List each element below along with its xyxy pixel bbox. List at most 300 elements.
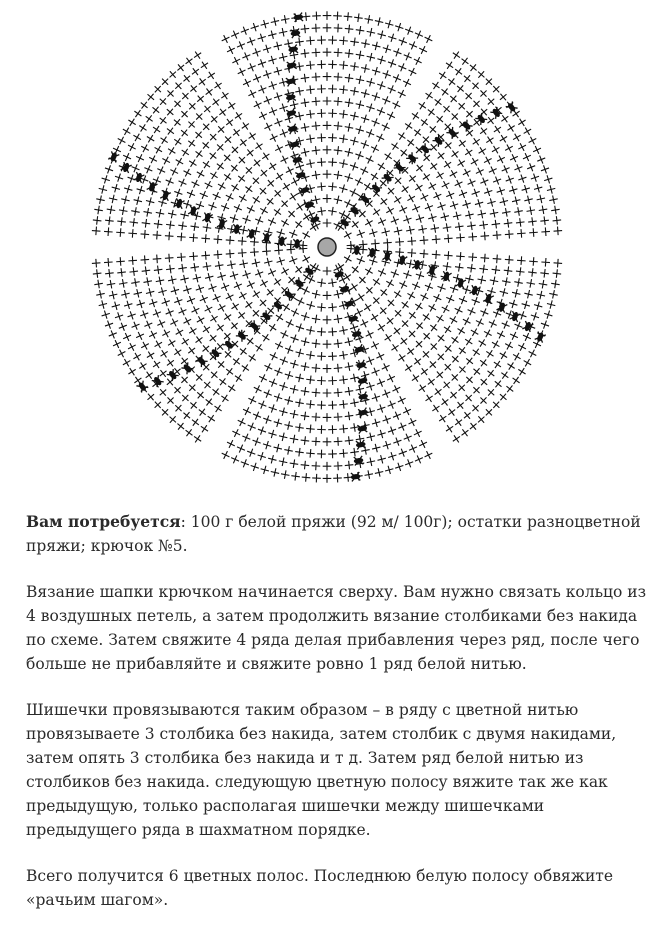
single-crochet-mark: [194, 52, 201, 59]
single-crochet-mark: [500, 94, 507, 101]
single-crochet-mark: [312, 437, 321, 446]
single-crochet-mark: [162, 409, 168, 415]
single-crochet-mark: [412, 204, 420, 212]
single-crochet-mark: [177, 253, 186, 262]
single-crochet-mark: [160, 389, 166, 395]
single-crochet-mark: [473, 387, 479, 393]
single-crochet-mark: [166, 178, 174, 186]
single-crochet-mark: [290, 435, 298, 443]
single-crochet-mark: [502, 165, 510, 173]
single-crochet-mark: [394, 196, 401, 203]
single-crochet-mark: [467, 264, 476, 273]
single-crochet-mark: [255, 344, 262, 351]
single-crochet-mark: [302, 255, 309, 262]
single-crochet-mark: [378, 218, 386, 226]
single-crochet-mark: [430, 361, 436, 367]
single-crochet-mark: [295, 399, 303, 407]
single-crochet-mark: [171, 286, 179, 294]
single-crochet-mark: [453, 435, 460, 442]
single-crochet-mark: [306, 110, 315, 119]
single-crochet-mark: [339, 276, 347, 284]
single-crochet-mark: [226, 293, 234, 301]
single-crochet-mark: [128, 368, 135, 375]
single-crochet-mark: [224, 333, 230, 339]
single-crochet-mark: [262, 247, 271, 256]
single-crochet-mark: [248, 396, 256, 404]
single-crochet-mark: [218, 182, 225, 189]
single-crochet-mark: [197, 392, 204, 399]
single-crochet-mark: [463, 169, 471, 177]
single-crochet-mark: [444, 251, 453, 260]
single-crochet-mark: [529, 350, 537, 358]
single-crochet-mark: [509, 300, 517, 308]
single-crochet-mark: [443, 223, 451, 231]
single-crochet-mark: [405, 364, 412, 371]
single-crochet-mark: [231, 31, 239, 39]
single-crochet-mark: [296, 162, 304, 170]
single-crochet-mark: [246, 167, 252, 173]
single-crochet-mark: [437, 116, 443, 122]
single-crochet-mark: [395, 463, 403, 471]
single-crochet-mark: [378, 163, 385, 170]
single-crochet-mark: [177, 423, 184, 430]
single-crochet-mark: [317, 450, 326, 459]
single-crochet-mark: [517, 229, 526, 238]
single-crochet-mark: [479, 147, 486, 154]
single-crochet-mark: [284, 421, 292, 429]
center-ring: [318, 238, 336, 256]
single-crochet-mark: [351, 284, 358, 291]
single-crochet-mark: [409, 445, 417, 453]
single-crochet-mark: [350, 62, 359, 71]
single-crochet-mark: [372, 42, 380, 50]
single-crochet-mark: [307, 301, 315, 309]
single-crochet-mark: [263, 416, 271, 424]
single-crochet-mark: [128, 119, 135, 126]
single-crochet-mark: [459, 347, 466, 354]
single-crochet-mark: [147, 352, 154, 359]
single-crochet-mark: [136, 154, 144, 162]
single-crochet-mark: [195, 132, 201, 138]
single-crochet-mark: [221, 203, 229, 211]
single-crochet-mark: [227, 440, 235, 448]
single-crochet-mark: [255, 269, 263, 277]
single-crochet-mark: [288, 277, 294, 283]
single-crochet-mark: [531, 174, 539, 182]
single-crochet-mark: [328, 303, 337, 312]
single-crochet-mark: [141, 230, 150, 239]
single-crochet-mark: [196, 113, 202, 119]
bobble-stitch-mark: [287, 25, 304, 42]
single-crochet-mark: [301, 362, 309, 370]
single-crochet-mark: [227, 46, 235, 54]
single-crochet-mark: [226, 193, 234, 201]
single-crochet-mark: [160, 370, 167, 377]
single-crochet-mark: [217, 272, 225, 280]
single-crochet-mark: [345, 123, 353, 131]
single-crochet-mark: [372, 444, 380, 452]
single-crochet-mark: [317, 279, 326, 288]
single-crochet-mark: [200, 191, 208, 199]
single-crochet-mark: [539, 280, 547, 288]
single-crochet-mark: [529, 228, 538, 237]
single-crochet-mark: [280, 357, 288, 365]
single-crochet-mark: [540, 216, 549, 225]
single-crochet-mark: [470, 423, 477, 430]
single-crochet-mark: [450, 170, 457, 177]
single-crochet-mark: [201, 251, 210, 260]
single-crochet-mark: [255, 217, 263, 225]
single-crochet-mark: [450, 96, 457, 103]
single-crochet-mark: [492, 266, 501, 275]
single-crochet-mark: [221, 395, 228, 402]
single-crochet-mark: [441, 213, 449, 221]
single-crochet-mark: [523, 333, 531, 341]
single-crochet-mark: [365, 15, 373, 23]
single-crochet-mark: [312, 290, 320, 298]
single-crochet-mark: [412, 282, 420, 290]
single-crochet-mark: [148, 394, 155, 401]
single-crochet-mark: [208, 415, 215, 422]
single-crochet-mark: [222, 451, 230, 459]
single-crochet-mark: [247, 37, 255, 45]
single-crochet-mark: [107, 280, 115, 288]
single-crochet-mark: [356, 101, 364, 109]
single-crochet-mark: [537, 291, 545, 299]
single-crochet-mark: [428, 109, 435, 116]
single-crochet-mark: [242, 122, 249, 129]
single-crochet-mark: [118, 137, 126, 145]
single-crochet-mark: [361, 115, 369, 123]
single-crochet-mark: [230, 271, 238, 279]
single-crochet-mark: [258, 34, 266, 42]
single-crochet-mark: [317, 158, 326, 167]
single-crochet-mark: [345, 412, 354, 421]
single-crochet-mark: [312, 339, 321, 348]
single-crochet-mark: [148, 94, 155, 101]
single-crochet-mark: [468, 179, 476, 187]
single-crochet-mark: [328, 182, 337, 191]
single-crochet-mark: [364, 304, 371, 311]
single-crochet-mark: [484, 188, 492, 196]
single-crochet-mark: [284, 446, 292, 454]
single-crochet-mark: [323, 438, 332, 447]
single-crochet-mark: [253, 178, 259, 184]
bobble-stitch-mark: [381, 171, 394, 184]
bobble-stitch-mark: [293, 276, 306, 289]
single-crochet-mark: [119, 206, 127, 214]
single-crochet-mark: [217, 163, 224, 170]
single-crochet-mark: [301, 49, 310, 58]
single-crochet-mark: [425, 35, 433, 43]
single-crochet-mark: [465, 211, 473, 219]
single-crochet-mark: [541, 321, 549, 329]
single-crochet-mark: [232, 57, 240, 65]
bobble-stitch-mark: [364, 244, 381, 261]
single-crochet-mark: [356, 126, 364, 134]
single-crochet-mark: [255, 143, 262, 150]
single-crochet-mark: [268, 430, 276, 438]
single-crochet-mark: [192, 419, 199, 426]
single-crochet-mark: [146, 372, 153, 379]
single-crochet-mark: [467, 222, 476, 231]
single-crochet-mark: [157, 167, 165, 175]
bobble-stitch-mark: [394, 252, 411, 269]
single-crochet-mark: [153, 126, 160, 133]
single-crochet-mark: [339, 135, 348, 144]
single-crochet-mark: [415, 455, 423, 463]
single-crochet-mark: [334, 73, 343, 82]
single-crochet-mark: [407, 139, 414, 146]
single-crochet-mark: [328, 207, 337, 216]
single-crochet-mark: [203, 326, 210, 333]
single-crochet-mark: [153, 361, 160, 368]
single-crochet-mark: [369, 229, 377, 237]
single-crochet-mark: [227, 260, 235, 268]
single-crochet-mark: [166, 308, 174, 316]
single-crochet-mark: [382, 390, 390, 398]
single-crochet-mark: [345, 74, 354, 83]
bobble-stitch-mark: [223, 339, 235, 351]
single-crochet-mark: [392, 385, 400, 393]
bobble-stitch-mark: [283, 57, 300, 74]
single-crochet-mark: [261, 20, 269, 28]
single-crochet-mark: [500, 288, 508, 296]
single-crochet-mark: [301, 387, 310, 396]
single-crochet-mark: [399, 449, 407, 457]
single-crochet-mark: [154, 266, 163, 275]
single-crochet-mark: [466, 93, 472, 99]
single-crochet-mark: [219, 109, 226, 116]
single-crochet-mark: [328, 133, 337, 142]
single-crochet-mark: [170, 71, 176, 77]
single-crochet-mark: [181, 130, 188, 137]
single-crochet-mark: [281, 15, 289, 23]
single-crochet-mark: [528, 268, 537, 277]
single-crochet-mark: [102, 175, 110, 183]
single-crochet-mark: [203, 223, 211, 231]
single-crochet-mark: [290, 101, 298, 109]
single-crochet-mark: [175, 83, 181, 89]
bobble-stitch-mark: [331, 267, 347, 283]
single-crochet-mark: [409, 418, 417, 426]
single-crochet-mark: [480, 308, 488, 316]
single-crochet-mark: [249, 133, 256, 140]
single-crochet-mark: [312, 24, 321, 33]
single-crochet-mark: [323, 146, 332, 155]
single-crochet-mark: [323, 267, 332, 276]
single-crochet-mark: [339, 184, 347, 192]
single-crochet-mark: [415, 31, 423, 39]
single-crochet-mark: [248, 423, 256, 431]
bobble-body: [292, 156, 303, 164]
single-crochet-mark: [387, 374, 395, 382]
single-crochet-mark: [168, 276, 176, 284]
single-crochet-mark: [234, 204, 242, 212]
single-crochet-mark: [334, 171, 343, 180]
single-crochet-mark: [514, 322, 522, 330]
single-crochet-mark: [541, 227, 550, 236]
single-crochet-mark: [433, 192, 441, 200]
single-crochet-mark: [312, 146, 321, 155]
single-crochet-mark: [170, 168, 178, 176]
single-crochet-mark: [486, 137, 493, 144]
single-crochet-mark: [479, 221, 488, 230]
single-crochet-mark: [398, 396, 406, 404]
single-crochet-mark: [438, 152, 445, 159]
single-crochet-mark: [450, 316, 457, 323]
single-crochet-mark: [494, 361, 501, 368]
single-crochet-mark: [495, 381, 502, 388]
single-crochet-mark: [339, 85, 348, 94]
single-crochet-mark: [301, 436, 310, 445]
single-crochet-mark: [419, 102, 426, 109]
single-crochet-mark: [167, 128, 174, 135]
single-crochet-mark: [523, 153, 531, 161]
single-crochet-mark: [269, 107, 277, 115]
single-crochet-mark: [423, 314, 430, 321]
single-crochet-mark: [444, 326, 451, 333]
single-crochet-mark: [165, 254, 174, 263]
single-crochet-mark: [441, 89, 448, 96]
single-crochet-mark: [146, 115, 153, 122]
single-crochet-mark: [356, 26, 365, 35]
single-crochet-mark: [174, 119, 181, 126]
single-crochet-mark: [452, 374, 458, 380]
single-crochet-mark: [160, 137, 167, 144]
single-crochet-mark: [139, 124, 146, 131]
single-crochet-mark: [472, 189, 480, 197]
single-crochet-mark: [544, 311, 552, 319]
single-crochet-mark: [391, 269, 399, 277]
single-crochet-mark: [190, 85, 197, 92]
single-crochet-mark: [367, 433, 375, 441]
single-crochet-mark: [146, 197, 154, 205]
single-crochet-mark: [393, 48, 401, 56]
single-crochet-mark: [274, 444, 282, 452]
single-crochet-mark: [302, 473, 311, 482]
single-crochet-mark: [121, 196, 129, 204]
single-crochet-mark: [350, 112, 358, 120]
single-crochet-mark: [323, 474, 332, 483]
single-crochet-mark: [438, 354, 444, 360]
single-crochet-mark: [445, 142, 452, 149]
single-crochet-mark: [280, 129, 288, 137]
single-crochet-mark: [165, 232, 174, 241]
single-crochet-mark: [144, 165, 152, 173]
single-crochet-mark: [290, 360, 298, 368]
single-crochet-mark: [328, 60, 337, 69]
single-crochet-mark: [312, 413, 321, 422]
single-crochet-mark: [512, 289, 520, 297]
single-crochet-mark: [201, 62, 208, 69]
single-crochet-mark: [356, 385, 364, 393]
single-crochet-mark: [409, 41, 417, 49]
single-crochet-mark: [350, 189, 358, 197]
single-crochet-mark: [458, 327, 465, 334]
single-crochet-mark: [279, 408, 287, 416]
single-crochet-mark: [376, 134, 384, 142]
single-crochet-mark: [104, 258, 113, 267]
single-crochet-mark: [289, 230, 297, 238]
single-crochet-mark: [279, 53, 287, 61]
single-crochet-mark: [271, 468, 279, 476]
single-crochet-mark: [208, 72, 215, 79]
single-crochet-mark: [306, 61, 315, 70]
single-crochet-mark: [144, 321, 152, 329]
single-crochet-mark: [167, 90, 173, 96]
single-crochet-mark: [242, 364, 249, 371]
single-crochet-mark: [259, 374, 267, 382]
single-crochet-mark: [431, 144, 437, 150]
single-crochet-mark: [541, 165, 549, 173]
single-crochet-mark: [540, 269, 549, 278]
single-crochet-mark: [409, 175, 416, 182]
single-crochet-mark: [524, 359, 531, 366]
single-crochet-mark: [421, 119, 428, 126]
single-crochet-mark: [238, 312, 245, 319]
single-crochet-mark: [478, 71, 484, 77]
single-crochet-mark: [394, 328, 401, 335]
single-crochet-mark: [306, 400, 315, 409]
single-crochet-mark: [131, 278, 139, 286]
single-crochet-mark: [306, 135, 315, 144]
single-crochet-mark: [399, 281, 407, 289]
single-crochet-mark: [133, 353, 140, 360]
single-crochet-mark: [473, 368, 480, 375]
single-crochet-mark: [290, 410, 298, 418]
materials-text: : 100 г белой пряжи (92 м/ 100г); остатки разноцветной пряжи; крючок №5.: [26, 513, 641, 555]
single-crochet-mark: [295, 448, 304, 457]
single-crochet-mark: [268, 218, 276, 226]
single-crochet-mark: [178, 264, 187, 273]
single-crochet-mark: [479, 265, 488, 274]
single-crochet-mark: [274, 419, 282, 427]
single-crochet-mark: [239, 195, 246, 202]
single-crochet-mark: [385, 334, 392, 341]
single-crochet-mark: [352, 221, 359, 228]
single-crochet-mark: [334, 196, 342, 204]
single-crochet-mark: [323, 121, 332, 130]
single-crochet-mark: [328, 352, 337, 361]
single-crochet-mark: [554, 227, 563, 236]
single-crochet-mark: [196, 285, 204, 293]
single-crochet-mark: [510, 154, 518, 162]
single-crochet-mark: [282, 201, 288, 207]
single-crochet-mark: [181, 377, 187, 383]
single-crochet-mark: [480, 90, 486, 96]
single-crochet-mark: [323, 219, 332, 228]
single-crochet-mark: [323, 340, 332, 349]
single-crochet-mark: [312, 122, 321, 131]
single-crochet-mark: [518, 343, 526, 351]
single-crochet-mark: [408, 249, 417, 258]
single-crochet-mark: [360, 167, 368, 175]
single-crochet-mark: [295, 87, 303, 95]
single-crochet-mark: [418, 225, 426, 233]
single-crochet-mark: [177, 233, 186, 242]
single-crochet-mark: [442, 181, 450, 189]
single-crochet-mark: [553, 216, 562, 225]
single-crochet-mark: [516, 218, 525, 227]
single-crochet-mark: [192, 180, 200, 188]
single-crochet-mark: [383, 238, 392, 247]
single-crochet-mark: [420, 236, 429, 245]
single-crochet-mark: [328, 425, 337, 434]
single-crochet-mark: [378, 269, 386, 277]
single-crochet-mark: [205, 273, 213, 281]
single-crochet-mark: [438, 284, 446, 292]
